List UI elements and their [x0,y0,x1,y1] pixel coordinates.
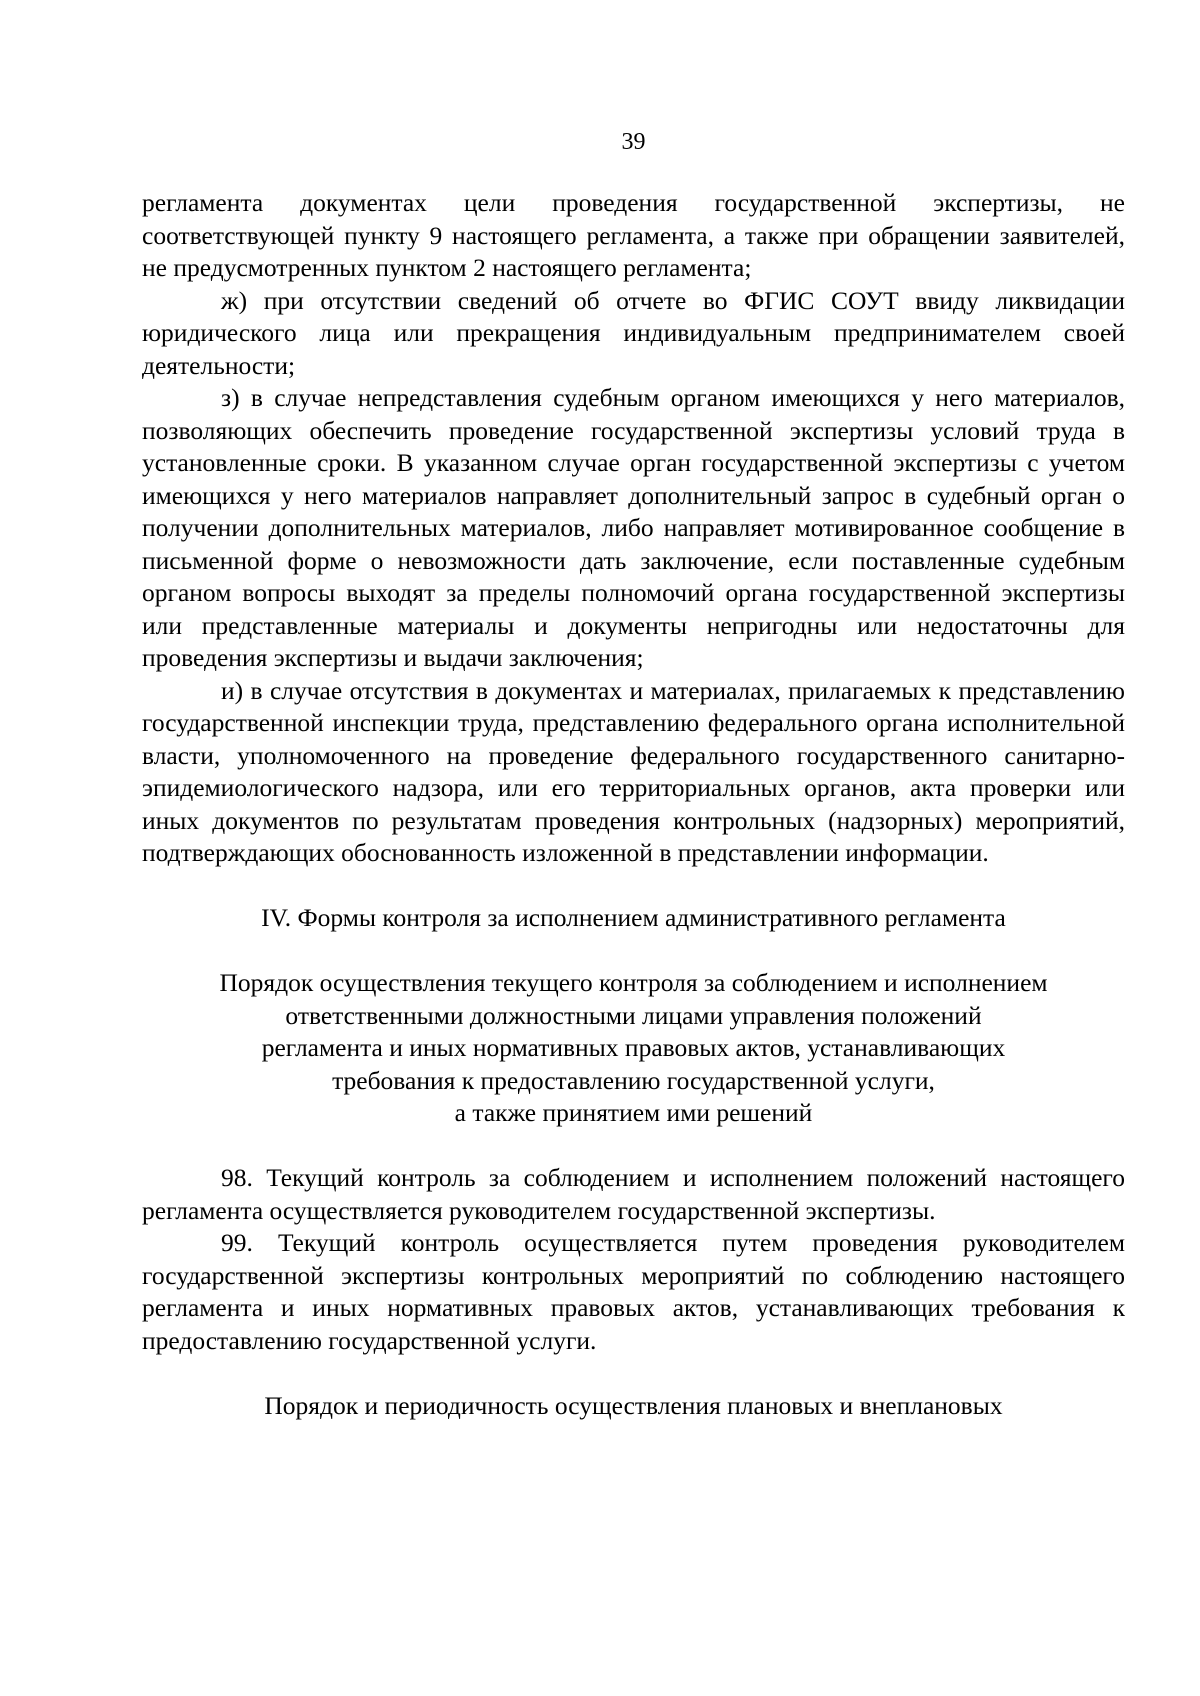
subheading-line-4: требования к предоставлению государственной услуги, [332,1065,935,1095]
subheading-line-5: а также принятием ими решений [454,1098,813,1127]
paragraph-98: 98. Текущий контроль за соблюдением и исполнением положений настоящего регламента осуществляется руководителем государственной экспертизы. [142,1163,1125,1225]
page-number: 39 [621,129,646,155]
paragraph-item-z: з) в случае непредставления судебным органом имеющихся у него материалов, позволяющих обеспечить проведение государственной экспертизы условий труда в установленные сроки. В указанном случае орган государственной экспертизы с учетом имеющихся у него материалов направляет дополнительный запрос в судебный орган о получении дополнительных материалов, либо направляет мотивированное сообщение в письменной форме о невозможности дать заключение, если поставленные судебным органом вопросы выходят за пределы полномочий органа государственной экспертизы или представленные материалы и документы непригодны или недостаточны для проведения экспертизы и выдачи заключения; [142,383,1125,672]
paragraph-item-zh: ж) при отсутствии сведений об отчете во ФГИС СОУТ ввиду ликвидации юридического лица или прекращения индивидуальным предпринимателем своей деятельности; [142,285,1125,380]
subheading-line-3: регламента и иных нормативных правовых актов, устанавливающих [261,1033,1006,1062]
subheading-line-2: ответственными должностными лицами управления положений [285,1000,982,1030]
document-body [142,187,1125,1422]
paragraph-99: 99. Текущий контроль осуществляется путем проведения руководителем государственной экспертизы контрольных мероприятий по соблюдению настоящего регламента и иных нормативных правовых актов, устанавливающих требования к предоставлению государственной услуги. [142,1228,1125,1355]
subheading-line-1: Порядок осуществления текущего контроля за соблюдением и исполнением [219,968,1048,997]
paragraph-continuation: регламента документах цели проведения государственной экспертизы, не соответствующей пункту 9 настоящего регламента, а также при обращении заявителей, не предусмотренных пунктом 2 настоящего регламента; [142,188,1125,282]
subheading-planned-control: Порядок и периодичность осуществления плановых и внеплановых [264,1390,1003,1420]
section-heading-iv: IV. Формы контроля за исполнением административного регламента [261,903,1006,932]
paragraph-item-i: и) в случае отсутствия в документах и материалах, прилагаемых к представлению государственной инспекции труда, представлению федерального органа исполнительной власти, уполномоченного на проведение федерального государственного санитарно-эпидемиологического надзора, или его территориальных органов, акта проверки или иных документов по результатам проведения контрольных (надзорных) мероприятий, подтверждающих обоснованность изложенной в представлении информации. [142,675,1125,867]
